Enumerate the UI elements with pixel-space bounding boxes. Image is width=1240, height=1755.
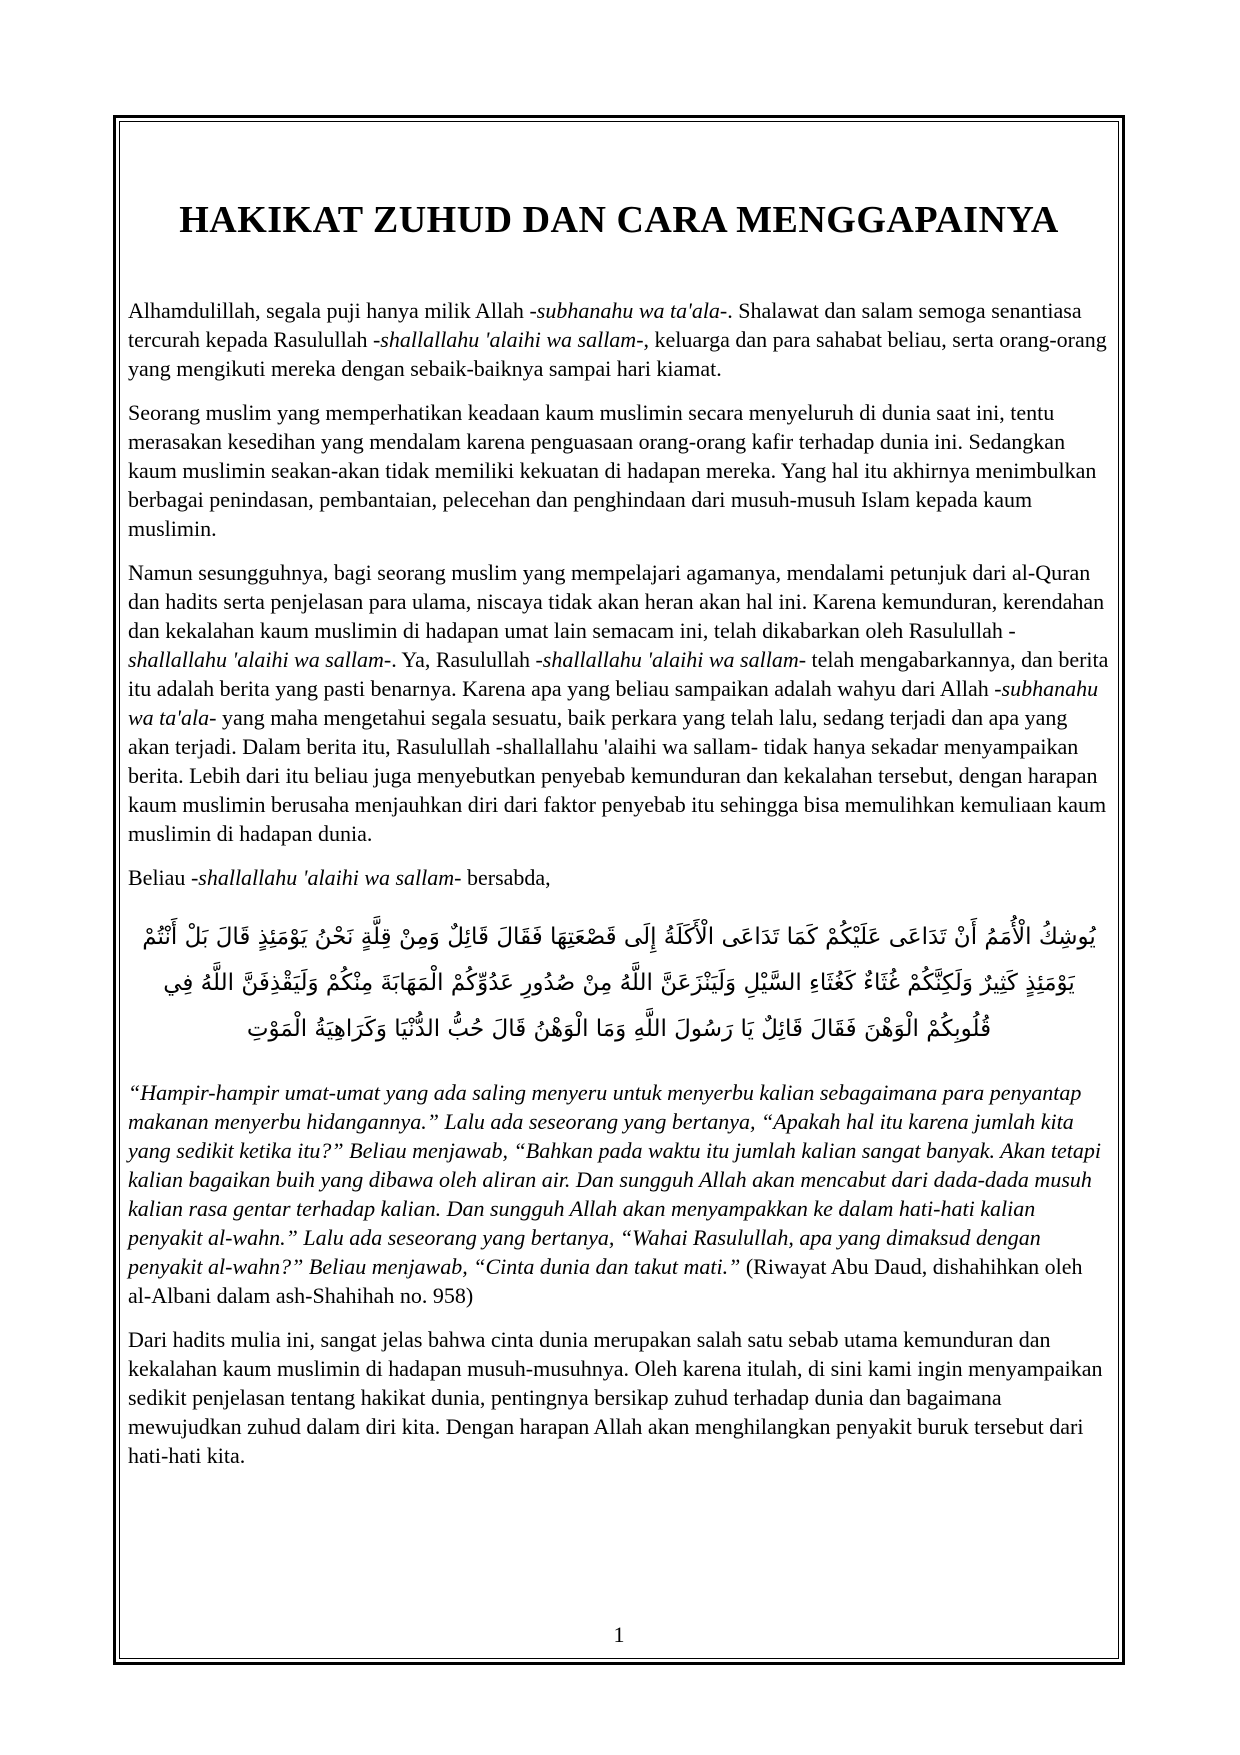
- text-run: Alhamdulillah, segala puji hanya milik Allah: [128, 297, 530, 323]
- text-run: “Hampir-hampir umat-umat yang ada saling menyeru untuk menyerbu kalian sebagaimana para penyantap makanan menyerbu hidangannya.” Lalu ada seseorang yang bertanya, “Apakah hal itu karena jumlah kita yang sedikit ketika itu?” Beliau menjawab, “Bahkan pada waktu itu jumlah kalian sangat banyak. Akan tetapi kalian bagaikan buih yang dibawa oleh aliran air. Dan sungguh Allah akan mencabut dari dada-dada musuh kalian rasa gentar terhadap kalian. Dan sungguh Allah akan menyampakkan ke dalam hati-hati kalian penyakit al-wahn.” Lalu ada seseorang yang bertanya, “Wahai Rasulullah, apa yang dimaksud dengan penyakit al-wahn?” Beliau menjawab, “Cinta dunia dan takut mati.”: [128, 1079, 1101, 1279]
- text-run: -subhanahu wa ta'ala-: [529, 297, 728, 323]
- text-run: (Riwayat Abu Daud, dishahihkan oleh al-Albani dalam ash-Shahihah no. 958): [128, 1253, 1083, 1308]
- text-run: Seorang muslim yang memperhatikan keadaan kaum muslimin secara menyeluruh di dunia saat ini, tentu merasakan kesedihan yang mendalam karena penguasaan orang-orang kafir terhadap dunia ini. Sedangkan kaum muslimin seakan-akan tidak memiliki kekuatan di hadapan mereka. Yang hal itu akhirnya menimbulkan berbagai penindasan, pembantaian, pelecehan dan penghindaan dari musuh-musuh Islam kepada kaum muslimin.: [128, 399, 1097, 541]
- page-border-inner: [119, 121, 1119, 1659]
- text-run: Beliau: [128, 864, 191, 890]
- text-run: -shallallahu 'alaihi wa sallam-: [128, 617, 1016, 672]
- text-run: telah mengabarkannya, dan berita itu adalah berita yang pasti benarnya. Karena apa yang beliau sampaikan adalah wahyu dari Allah: [128, 646, 1109, 701]
- text-run: -shallallahu 'alaihi wa sallam-: [372, 326, 644, 352]
- paragraph-closing: [128, 1325, 1110, 1470]
- text-run: yang maha mengetahui segala sesuatu, baik perkara yang telah lalu, sedang terjadi dan apa yang akan terjadi. Dalam berita itu, Rasulullah -shallallahu 'alaihi wa sallam- tidak hanya sekadar menyampaikan berita. Lebih dari itu beliau juga menyebutkan penyebab kemunduran dan kekalahan tersebut, dengan harapan kaum muslimin berusaha menjauhkan diri dari faktor penyebab itu sehingga bisa memulihkan kemuliaan kaum muslimin di hadapan dunia.: [128, 704, 1107, 846]
- paragraph-prophetic-news: [128, 558, 1110, 848]
- text-run: -shallallahu 'alaihi wa sallam-: [535, 646, 807, 672]
- page-border-outer: [113, 115, 1125, 1665]
- text-run: , keluarga dan para sahabat beliau, serta orang-orang yang mengikuti mereka dengan sebaik-baiknya sampai hari kiamat.: [128, 326, 1107, 381]
- text-run: -shallallahu 'alaihi wa sallam-: [190, 864, 462, 890]
- text-run: Dari hadits mulia ini, sangat jelas bahwa cinta dunia merupakan salah satu sebab utama kemunduran dan kekalahan kaum muslimin di hadapan musuh-musuhnya. Oleh karena itulah, di sini kami ingin menyampaikan sedikit penjelasan tentang hakikat dunia, pentingnya bersikap zuhud terhadap dunia dan bagaimana mewujudkan zuhud dalam diri kita. Dengan harapan Allah akan menghilangkan penyakit buruk tersebut dari hati-hati kita.: [128, 1326, 1103, 1468]
- text-run: . Ya, Rasulullah: [391, 646, 536, 672]
- hadith-arabic-text: يُوشِكُ الْأُمَمُ أَنْ تَدَاعَى عَلَيْكُمْ كَمَا تَدَاعَى الْأَكَلَةُ إِلَى قَصْعَتِهَا فَقَالَ قَائِلٌ وَمِنْ قِلَّةٍ نَحْنُ يَوْمَئِذٍ قَالَ بَلْ أَنْتُمْ يَوْمَئِذٍ كَثِيرٌ وَلَكِنَّكُمْ غُثَاءٌ كَغُثَاءِ السَّيْلِ وَلَيَنْزَعَنَّ اللَّهُ مِنْ صُدُورِ عَدُوِّكُمْ الْمَهَابَةَ مِنْكُمْ وَلَيَقْذِفَنَّ اللَّهُ فِي قُلُوبِكُمْ الْوَهْنَ فَقَالَ قَائِلٌ يَا رَسُولَ اللَّهِ وَمَا الْوَهْنُ قَالَ حُبُّ الدُّنْيَا وَكَرَاهِيَةُ الْمَوْتِ: [142, 923, 1096, 1042]
- paragraph-muslim-condition: [128, 398, 1110, 543]
- page-title: HAKIKAT ZUHUD DAN CARA MENGGAPAINYA: [179, 199, 1059, 241]
- text-run: -subhanahu wa ta'ala-: [128, 675, 1099, 730]
- page-number: 1: [613, 1622, 625, 1647]
- text-run: Namun sesungguhnya, bagi seorang muslim yang mempelajari agamanya, mendalami petunjuk dari al-Quran dan hadits serta penjelasan para ulama, niscaya tidak akan heran akan hal ini. Karena kemunduran, kerendahan dan kekalahan kaum muslimin di hadapan umat lain semacam ini, telah dikabarkan oleh Rasulullah: [128, 559, 1105, 643]
- hadith-intro: [128, 863, 1110, 892]
- text-run: bersabda,: [461, 864, 551, 890]
- paragraph-opening-praise: [128, 296, 1110, 383]
- text-run: . Shalawat dan salam semoga senantiasa tercurah kepada Rasulullah: [128, 297, 1082, 352]
- hadith-translation: [128, 1078, 1110, 1310]
